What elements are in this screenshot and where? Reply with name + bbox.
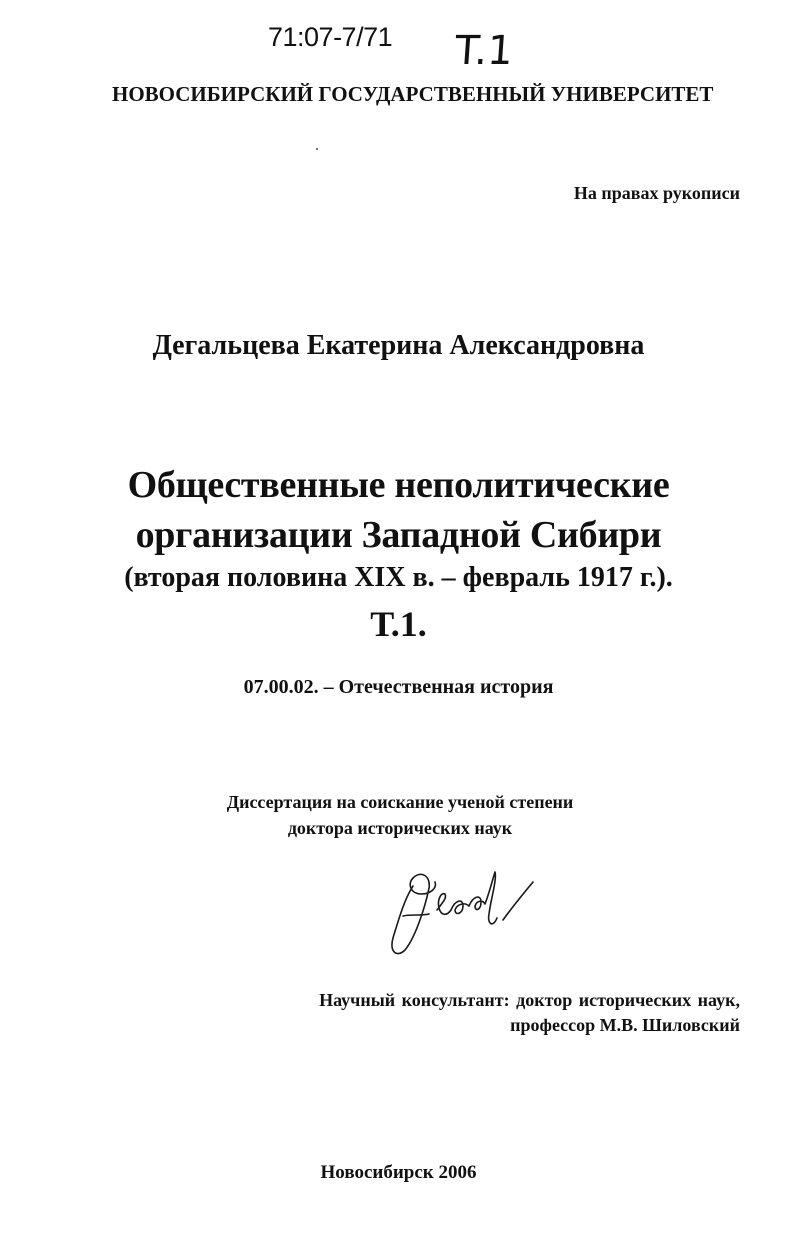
title-line-1: Общественные неполитические [127,464,670,506]
degree-line-1: Диссертация на соискание ученой степени [226,792,574,812]
specialty-code: 07.00.02. – Отечественная история [243,676,554,698]
volume-label: Т.1. [370,604,427,644]
handwritten-volume-mark: T.1 [453,28,515,74]
signature-icon [385,858,545,968]
university-name: НОВОСИБИРСКИЙ ГОСУДАРСТВЕННЫЙ УНИВЕРСИТЕТ [112,82,714,106]
catalog-code: 71:07-7/71 [268,22,393,52]
author-name: Дегальцева Екатерина Александровна [152,330,645,361]
manuscript-note: На правах рукописи [573,183,740,203]
consultant-line-2: профессор М.В. Шиловский [510,1015,740,1035]
degree-line-2: доктора исторических наук [287,818,513,838]
scan-speck [316,148,318,150]
city-year: Новосибирск 2006 [320,1162,477,1183]
title-subtitle: (вторая половина XIX в. – февраль 1917 г.). [124,562,673,593]
consultant-line-1: Научный консультант: доктор исторических наук, [319,990,740,1010]
handwritten-signature [385,858,545,973]
title-line-2: организации Западной Сибири [135,514,662,556]
